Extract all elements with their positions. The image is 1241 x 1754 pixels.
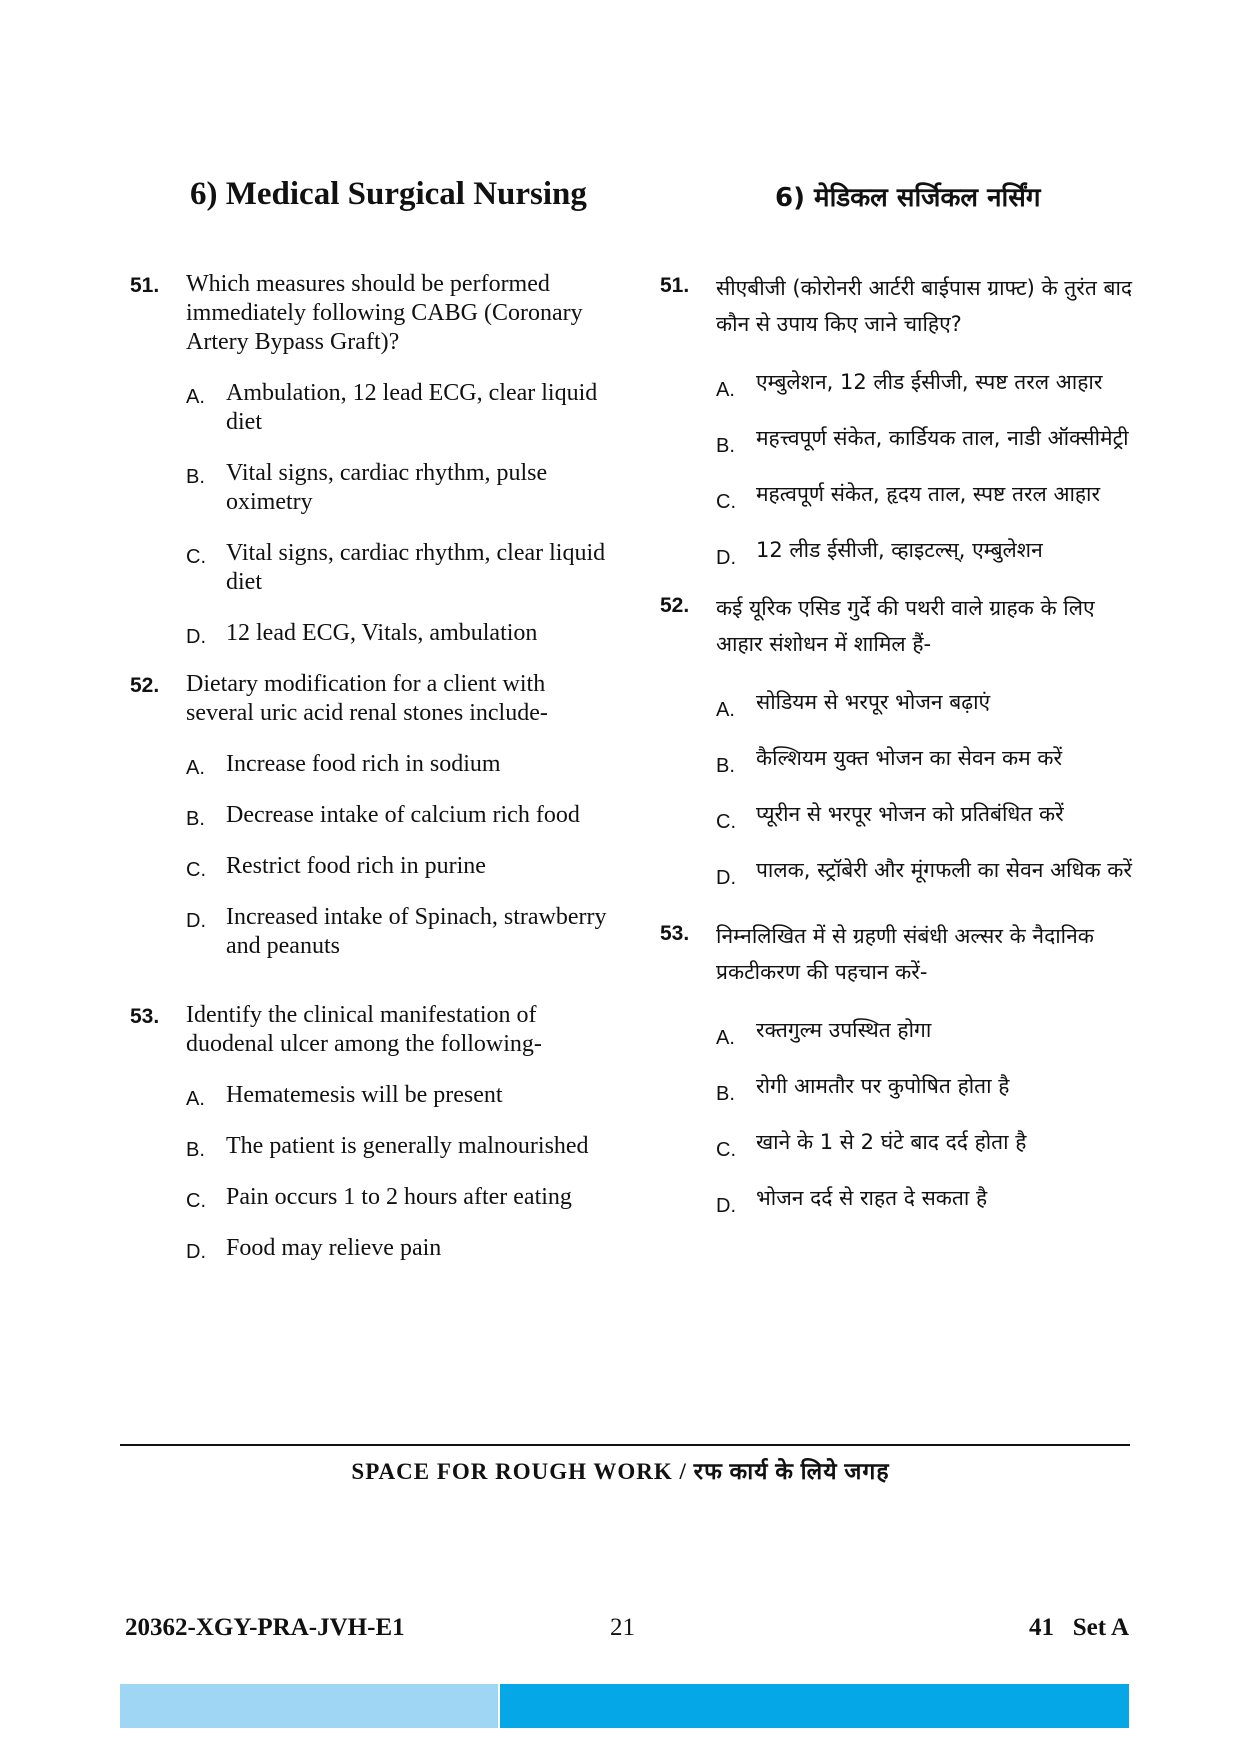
question-53-en <box>130 1001 610 1263</box>
footer-bar-light <box>120 1684 498 1728</box>
question-text: निम्नलिखित में से ग्रहणी संबंधी अल्सर के नैदानिक प्रकटीकरण की पहचान करें- <box>716 924 1094 984</box>
option-letter: B. <box>716 435 735 457</box>
option-c <box>716 1124 1140 1160</box>
option-text: Vital signs, cardiac rhythm, clear liquid diet <box>226 540 606 595</box>
option-d <box>186 1234 610 1263</box>
set-label: 41 Set A <box>1029 1614 1129 1641</box>
option-text: रक्तगुल्म उपस्थित होगा <box>756 1018 932 1042</box>
option-d <box>716 532 1140 568</box>
option-text: Pain occurs 1 to 2 hours after eating <box>226 1184 572 1210</box>
option-text: महत्वपूर्ण संकेत, हृदय ताल, स्पष्ट तरल आहार <box>756 482 1101 506</box>
option-letter: C. <box>186 546 206 568</box>
option-letter: A. <box>186 1088 205 1110</box>
option-c <box>186 1183 610 1212</box>
hindi-column <box>660 270 1140 1236</box>
option-b <box>186 801 610 830</box>
option-text: खाने के 1 से 2 घंटे बाद दर्द होता है <box>756 1130 1027 1154</box>
question-number: 52. <box>660 594 690 617</box>
option-text: 12 लीड ईसीजी, व्हाइटल्स्, एम्बुलेशन <box>756 538 1043 562</box>
option-text: कैल्शियम युक्त भोजन का सेवन कम करें <box>756 746 1063 770</box>
option-a <box>186 379 610 437</box>
option-letter: C. <box>716 1139 736 1161</box>
option-letter: D. <box>716 867 736 889</box>
option-c <box>716 476 1140 512</box>
option-letter: B. <box>186 466 205 488</box>
option-letter: D. <box>186 1241 206 1263</box>
question-text: Identify the clinical manifestation of duodenal ulcer among the following- <box>186 1002 542 1057</box>
option-text: महत्त्वपूर्ण संकेत, कार्डियक ताल, नाडी ऑक्सीमेट्री <box>756 426 1129 450</box>
english-column <box>130 270 610 1285</box>
option-letter: A. <box>186 757 205 779</box>
option-text: Decrease intake of calcium rich food <box>226 802 580 828</box>
option-letter: A. <box>186 386 205 408</box>
option-a <box>186 750 610 779</box>
option-letter: D. <box>186 910 206 932</box>
option-c <box>186 539 610 597</box>
option-text: Increase food rich in sodium <box>226 751 501 777</box>
option-d <box>716 1180 1140 1216</box>
option-letter: D. <box>716 547 736 569</box>
option-c <box>186 852 610 881</box>
option-letter: C. <box>716 811 736 833</box>
option-letter: B. <box>716 1083 735 1105</box>
question-text: Which measures should be performed immediately following CABG (Coronary Artery Bypass Graft)? <box>186 271 583 355</box>
option-text: सोडियम से भरपूर भोजन बढ़ाएं <box>756 690 991 714</box>
option-b <box>716 1068 1140 1104</box>
option-d <box>186 619 610 648</box>
question-51-en <box>130 270 610 648</box>
question-52-hi <box>660 590 1140 888</box>
option-text: Vital signs, cardiac rhythm, pulse oximetry <box>226 460 548 515</box>
option-b <box>716 420 1140 456</box>
section-heading-english: 6) Medical Surgical Nursing <box>190 176 587 212</box>
rough-work-label: SPACE FOR ROUGH WORK / रफ कार्य के लिये जगह <box>351 1459 890 1484</box>
question-text: कई यूरिक एसिड गुर्दे की पथरी वाले ग्राहक के लिए आहार संशोधन में शामिल हैं- <box>716 596 1095 656</box>
option-text: Ambulation, 12 lead ECG, clear liquid diet <box>226 380 598 435</box>
option-c <box>716 796 1140 832</box>
option-a <box>716 364 1140 400</box>
option-a <box>716 684 1140 720</box>
option-text: पालक, स्ट्रॉबेरी और मूंगफली का सेवन अधिक करें <box>756 858 1133 882</box>
option-letter: A. <box>716 699 735 721</box>
option-text: रोगी आमतौर पर कुपोषित होता है <box>756 1074 1010 1098</box>
option-letter: A. <box>716 1027 735 1049</box>
option-text: Hematemesis will be present <box>226 1082 503 1108</box>
option-letter: C. <box>186 1190 206 1212</box>
option-letter: B. <box>716 755 735 777</box>
option-text: Increased intake of Spinach, strawberry and peanuts <box>226 904 607 959</box>
option-letter: A. <box>716 379 735 401</box>
question-number: 51. <box>660 274 690 297</box>
option-letter: B. <box>186 808 205 830</box>
option-d <box>716 852 1140 888</box>
question-51-hi <box>660 270 1140 568</box>
option-a <box>186 1081 610 1110</box>
option-text: एम्बुलेशन, 12 लीड ईसीजी, स्पष्ट तरल आहार <box>756 370 1103 394</box>
question-text: Dietary modification for a client with several uric acid renal stones include- <box>186 671 548 726</box>
option-b <box>186 459 610 517</box>
option-text: प्यूरीन से भरपूर भोजन को प्रतिबंधित करें <box>756 802 1064 826</box>
option-letter: C. <box>186 859 206 881</box>
option-a <box>716 1012 1140 1048</box>
question-number: 53. <box>130 1005 160 1028</box>
option-text: 12 lead ECG, Vitals, ambulation <box>226 620 538 646</box>
option-text: The patient is generally malnourished <box>226 1133 589 1159</box>
page-number: 21 <box>610 1614 635 1641</box>
option-text: Restrict food rich in purine <box>226 853 486 879</box>
question-number: 53. <box>660 922 690 945</box>
option-letter: D. <box>186 626 206 648</box>
rough-work-divider <box>120 1444 1130 1446</box>
booklet-code: 20362-XGY-PRA-JVH-E1 <box>125 1614 405 1641</box>
option-text: भोजन दर्द से राहत दे सकता है <box>756 1186 988 1210</box>
option-letter: B. <box>186 1139 205 1161</box>
section-heading-hindi: 6) मेडिकल सर्जिकल नर्सिंग <box>775 183 1041 213</box>
option-text: Food may relieve pain <box>226 1235 442 1261</box>
question-53-hi <box>660 918 1140 1216</box>
option-letter: C. <box>716 491 736 513</box>
question-number: 52. <box>130 674 160 697</box>
option-d <box>186 903 610 961</box>
question-text: सीएबीजी (कोरोनरी आर्टरी बाईपास ग्राफ्ट) के तुरंत बाद कौन से उपाय किए जाने चाहिए? <box>716 276 1133 336</box>
footer-bar-dark <box>500 1684 1129 1728</box>
question-52-en <box>130 670 610 961</box>
question-number: 51. <box>130 274 160 297</box>
option-b <box>716 740 1140 776</box>
option-b <box>186 1132 610 1161</box>
option-letter: D. <box>716 1195 736 1217</box>
